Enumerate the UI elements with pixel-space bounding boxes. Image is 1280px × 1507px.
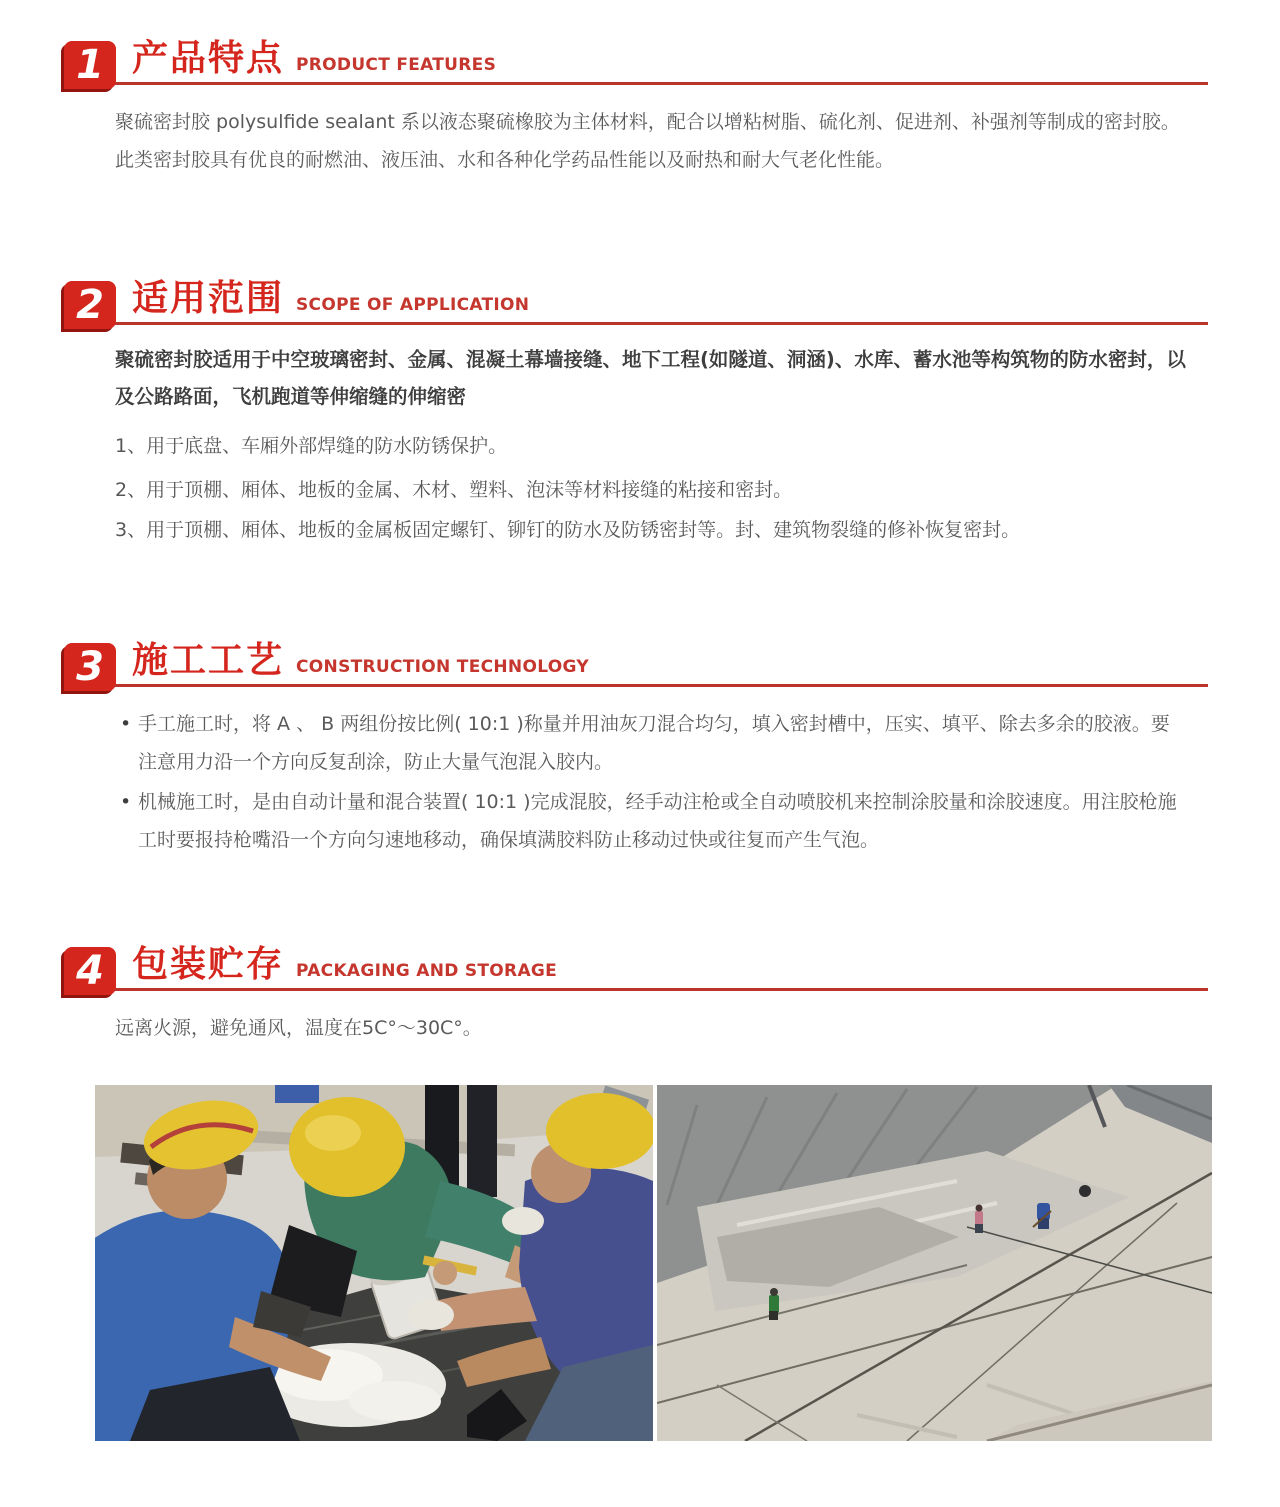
section-header bbox=[64, 638, 1208, 690]
photo-workers-mixing-sealant bbox=[95, 1085, 653, 1441]
section-header bbox=[64, 36, 1208, 88]
section-title-zh: 适用范围 bbox=[132, 278, 285, 319]
section-title-en: PACKAGING AND STORAGE bbox=[296, 961, 558, 981]
bullet-item: • 机械施工时，是由自动计量和混合装置( 10:1 )完成混胶，经手动注枪或全自动喷胶机来控制涂胶量和涂胶速度。用注胶枪施工时要报持枪嘴沿一个方向匀速地移动，确保填满胶料防止移动过快或往复而产生气泡。 bbox=[118, 783, 1185, 859]
section-title-en: SCOPE OF APPLICATION bbox=[296, 295, 530, 315]
section-title-zh: 施工工艺 bbox=[132, 640, 285, 681]
list-item: 2、用于顶棚、厢体、地板的金属、木材、塑料、泡沫等材料接缝的粘接和密封。 bbox=[115, 479, 793, 501]
section-lead-paragraph: 聚硫密封胶适用于中空玻璃密封、金属、混凝土幕墙接缝、地下工程(如隧道、洞涵)、水库、蓄水池等构筑物的防水密封，以及公路路面，飞机跑道等伸缩缝的伸缩密 bbox=[115, 348, 1186, 408]
section-header bbox=[64, 276, 1208, 328]
photo-row bbox=[95, 1085, 1212, 1441]
section-body-paragraph: 远离火源，避免通风，温度在5C°～30C°。 bbox=[115, 1017, 482, 1039]
list-item: 3、用于顶棚、厢体、地板的金属板固定螺钉、铆钉的防水及防锈密封等。封、建筑物裂缝的修补恢复密封。 bbox=[115, 519, 1021, 541]
photo-concrete-slope-workers bbox=[657, 1085, 1212, 1441]
application-list bbox=[115, 431, 1185, 545]
section-product-features bbox=[0, 36, 1280, 179]
section-number-badge: 4 bbox=[64, 947, 116, 995]
section-number-badge: 2 bbox=[64, 281, 116, 329]
bullet-item: • 手工施工时，将 A 、 B 两组份按比例( 10:1 )称量并用油灰刀混合均匀，填入密封槽中，压实、填平、除去多余的胶液。要注意用力沿一个方向反复刮涂，防止大量气泡混入胶内。 bbox=[118, 705, 1185, 781]
section-title-zh: 包装贮存 bbox=[132, 944, 285, 985]
section-scope-of-application bbox=[0, 276, 1280, 545]
section-packaging-and-storage bbox=[0, 942, 1280, 1047]
section-construction-technology bbox=[0, 638, 1280, 861]
section-body-paragraph: 聚硫密封胶 polysulfide sealant 系以液态聚硫橡胶为主体材料，配合以增粘树脂、硫化剂、促进剂、补强剂等制成的密封胶。此类密封胶具有优良的耐燃油、液压油、水和各种化学药品性能以及耐热和耐大气老化性能。 bbox=[115, 111, 1180, 171]
section-header bbox=[64, 942, 1208, 994]
section-title-en: CONSTRUCTION TECHNOLOGY bbox=[296, 657, 589, 677]
section-number-badge: 3 bbox=[64, 643, 116, 691]
construction-bullet-list bbox=[118, 705, 1185, 859]
section-number-badge: 1 bbox=[64, 41, 116, 89]
section-title-zh: 产品特点 bbox=[132, 38, 285, 79]
section-title-en: PRODUCT FEATURES bbox=[296, 55, 497, 75]
list-item: 1、用于底盘、车厢外部焊缝的防水防锈保护。 bbox=[115, 435, 508, 457]
